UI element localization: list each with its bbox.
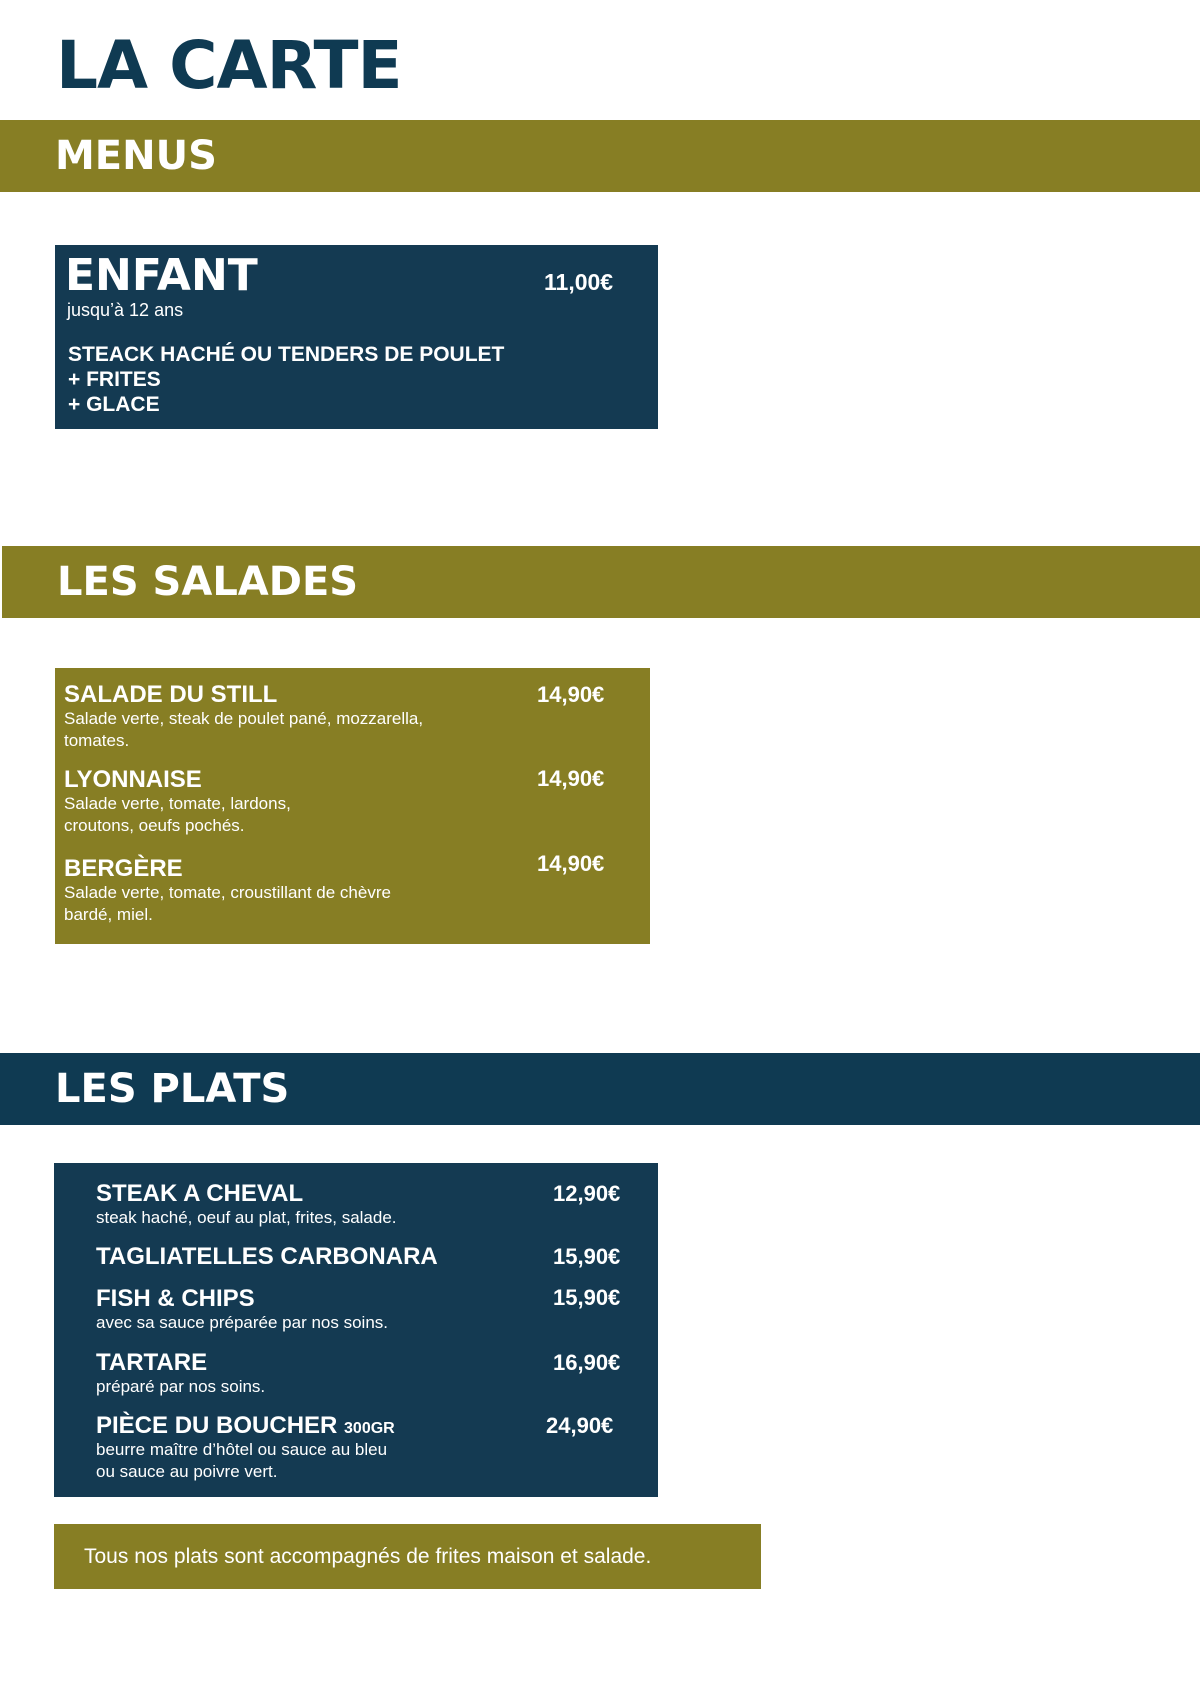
dish-name: STEAK A CHEVAL — [96, 1180, 304, 1207]
dish-quantity: 300GR — [344, 1420, 395, 1437]
dish-price: 12,90€ — [553, 1181, 621, 1206]
dish-price: 14,90€ — [537, 682, 605, 707]
plats-card — [54, 1163, 658, 1497]
dish-description: bardé, miel. — [64, 905, 153, 924]
dish-description: steak haché, oeuf au plat, frites, salade. — [96, 1208, 397, 1227]
section-header-plats — [0, 1053, 1200, 1125]
dish-description: Salade verte, steak de poulet pané, mozzarella, — [64, 709, 424, 728]
dish-description: tomates. — [64, 731, 130, 750]
menu-contents — [68, 342, 504, 417]
dish-price: 14,90€ — [537, 766, 605, 791]
accompaniment-note — [54, 1524, 761, 1589]
dish-price: 14,90€ — [537, 851, 605, 876]
dish-description: Salade verte, tomate, croustillant de chèvre — [64, 883, 391, 902]
section-title-plats: LES PLATS — [55, 1066, 290, 1112]
menu-age-limit: jusqu’à 12 ans — [67, 300, 184, 320]
dish-price: 15,90€ — [553, 1285, 621, 1310]
menu-card-enfant — [55, 245, 658, 429]
menu-line: + GLACE — [68, 393, 160, 416]
page-title: LA CARTE — [56, 27, 402, 104]
dish-price: 15,90€ — [553, 1244, 621, 1269]
dish-description: préparé par nos soins. — [96, 1377, 266, 1396]
dish-description: croutons, oeufs pochés. — [64, 816, 245, 835]
dish-price: 16,90€ — [553, 1350, 621, 1375]
dish-name: SALADE DU STILL — [64, 681, 278, 708]
dish-description: beurre maître d’hôtel ou sauce au bleu — [96, 1440, 388, 1459]
dish-description: avec sa sauce préparée par nos soins. — [96, 1313, 389, 1332]
section-header-salades — [2, 546, 1200, 618]
dish-description: Salade verte, tomate, lardons, — [64, 794, 291, 813]
dish-name: FISH & CHIPS — [96, 1285, 255, 1312]
dish-price: 24,90€ — [546, 1413, 614, 1438]
menu-line: + FRITES — [68, 368, 161, 391]
section-header-menus — [0, 120, 1200, 192]
salads-card — [55, 668, 650, 944]
note-text: Tous nos plats sont accompagnés de frites maison et salade. — [84, 1545, 652, 1568]
dish-name: LYONNAISE — [64, 766, 202, 793]
menu-line: STEACK HACHÉ OU TENDERS DE POULET — [68, 343, 505, 366]
section-title-menus: MENUS — [55, 133, 217, 179]
menu-price: 11,00€ — [544, 269, 614, 295]
dish-name: BERGÈRE — [64, 855, 183, 882]
dish-name: TAGLIATELLES CARBONARA — [96, 1243, 438, 1270]
dish-name: TARTARE — [96, 1349, 208, 1376]
dish-description: ou sauce au poivre vert. — [96, 1462, 278, 1481]
section-title-salades: LES SALADES — [57, 559, 359, 605]
dish-name: PIÈCE DU BOUCHER — [96, 1412, 338, 1439]
menu-name: ENFANT — [65, 250, 258, 301]
